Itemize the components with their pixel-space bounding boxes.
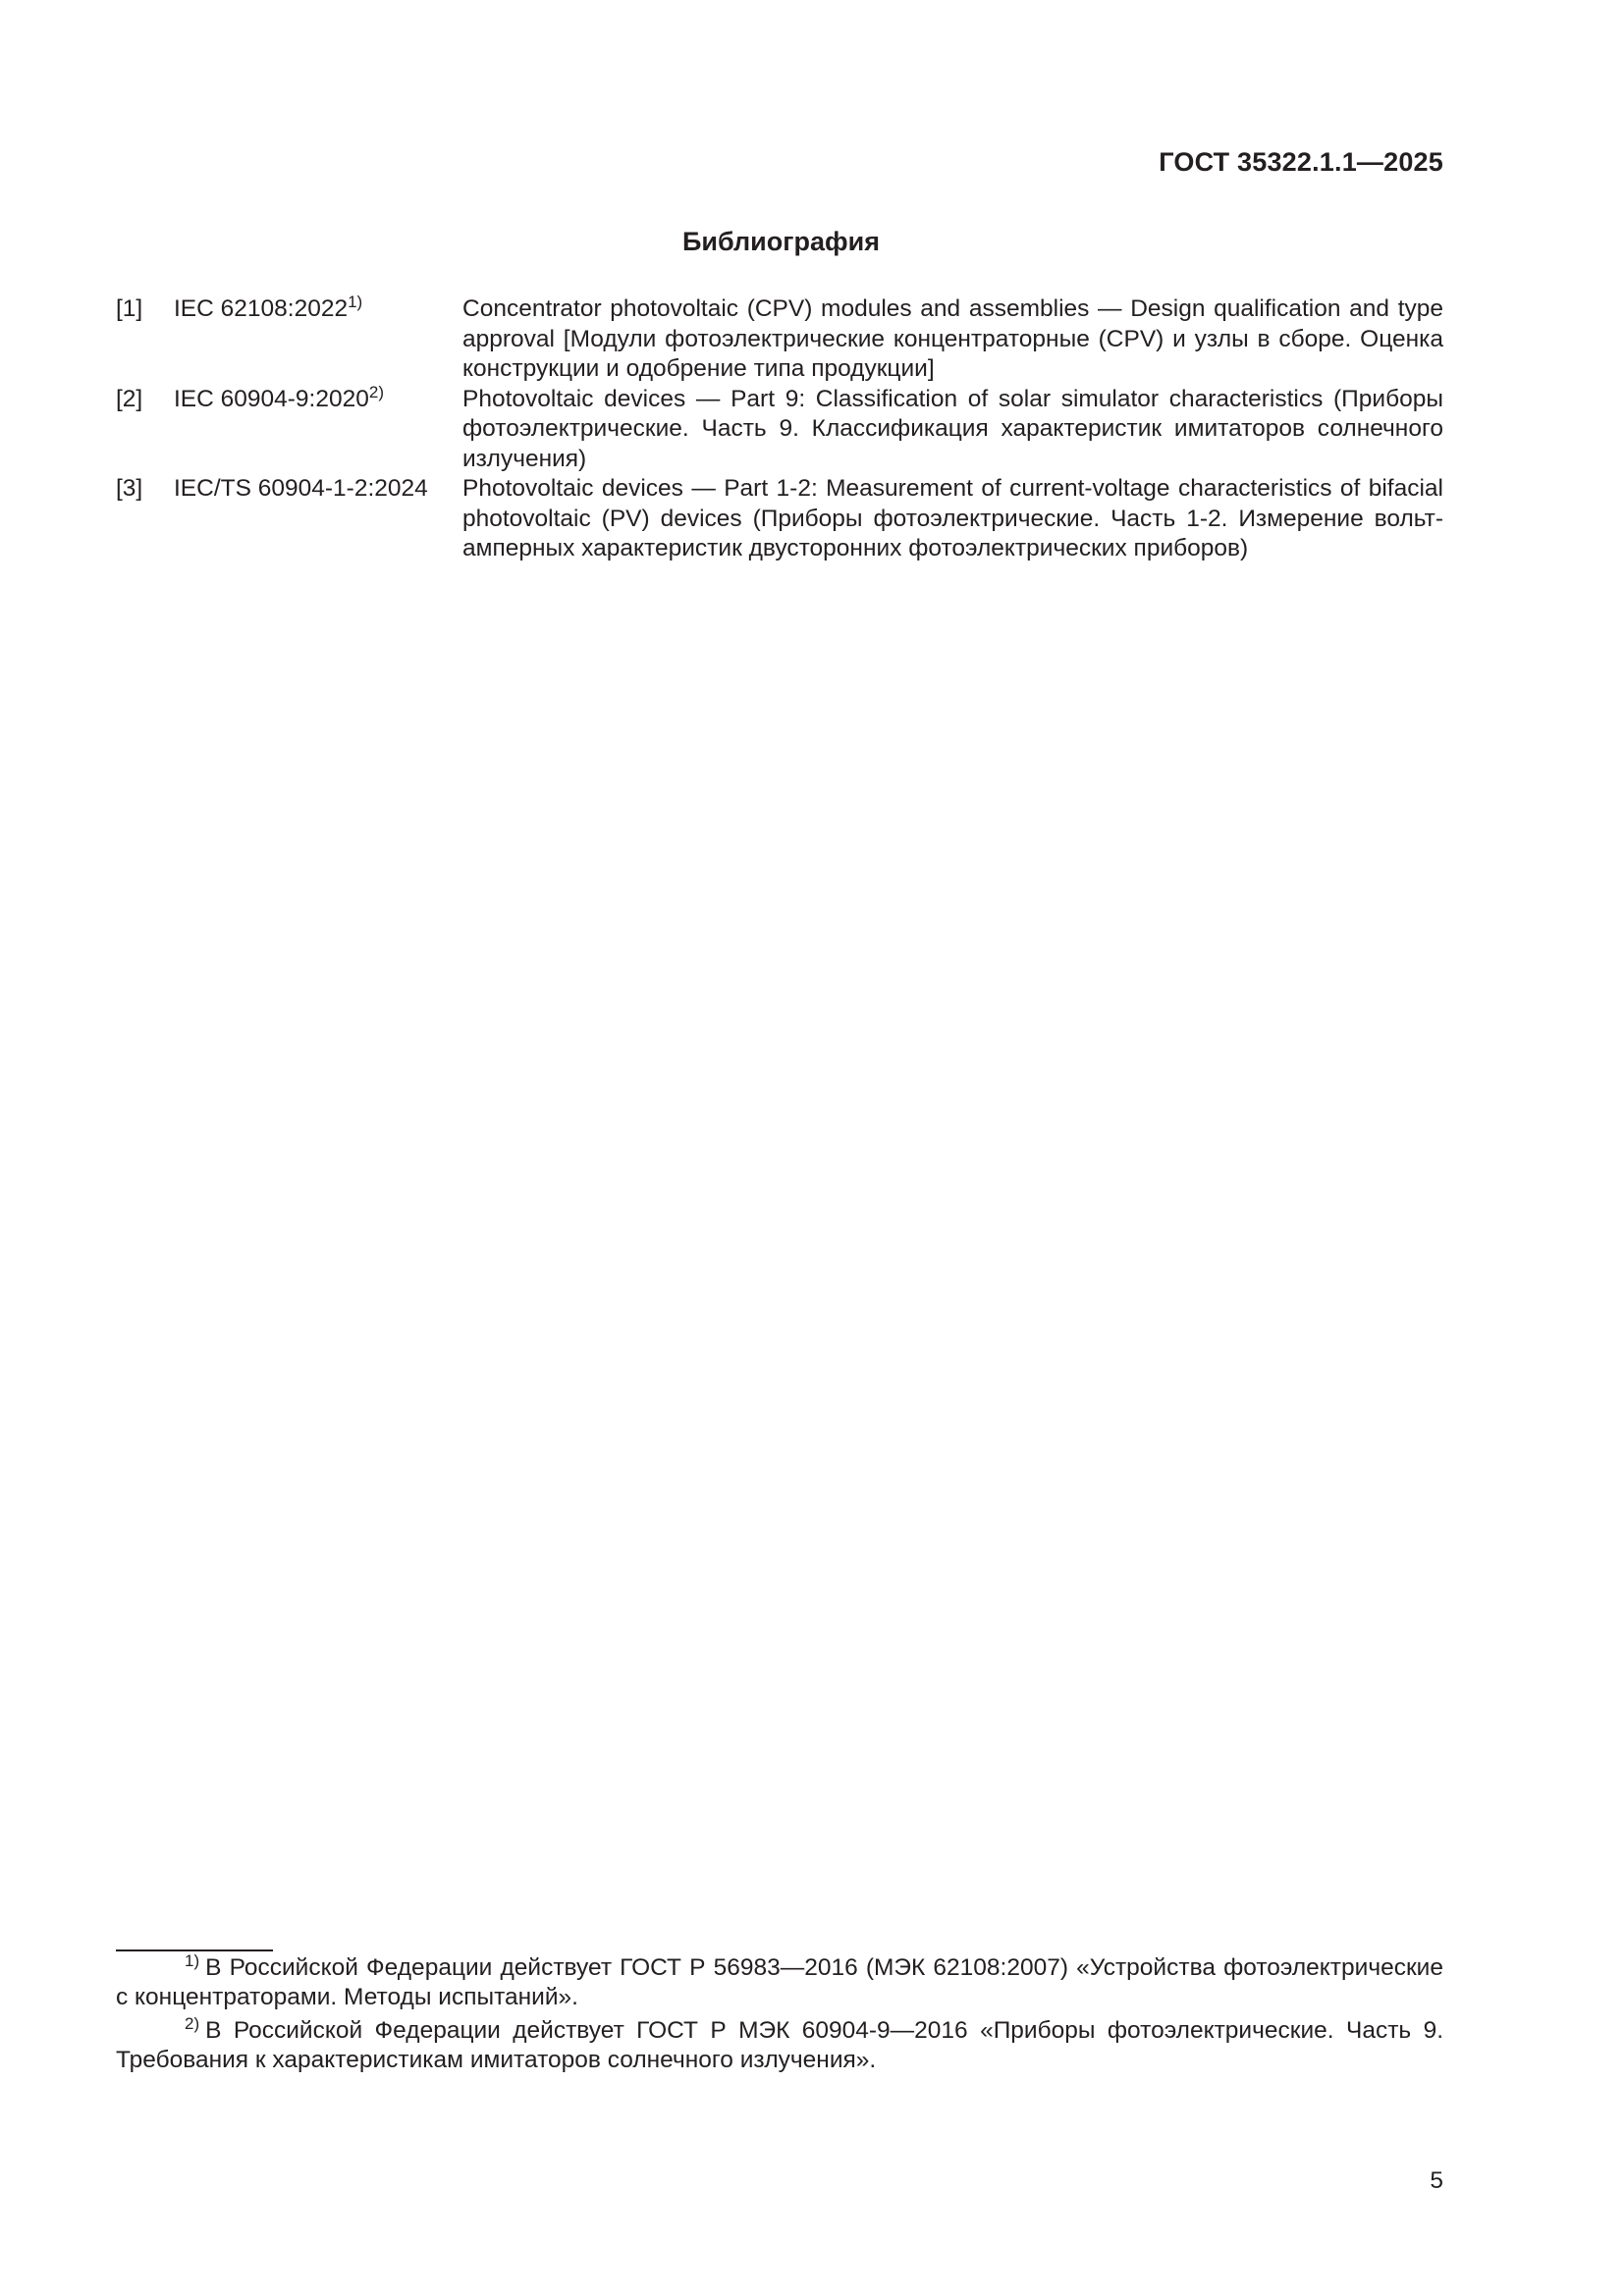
entry-standard-code [174, 382, 384, 415]
document-code-header: ГОСТ 35322.1.1—2025 [1159, 147, 1443, 177]
entry-standard-code [174, 294, 362, 325]
entry-standard-code [174, 474, 428, 505]
bibliography-entry-1 [116, 294, 1443, 385]
footnote-reference: 1) [348, 293, 363, 311]
bibliography-entry-3 [116, 474, 1443, 564]
entry-title: Concentrator photovoltaic (CPV) modules and assemblies — Design qualification and type approval [Модули фотоэлектрические концентраторные (CPV) и узлы в сборе. Оценка конструкции и одобрение типа продукции] [462, 295, 1443, 382]
page-number: 5 [1430, 2167, 1443, 2194]
entry-code-text: IEC 62108:2022 [174, 295, 349, 322]
footnote-1 [116, 1953, 1443, 2012]
footnote-text: В Российской Федерации действует ГОСТ Р МЭК 60904-9—2016 «Приборы фотоэлектрические. Часть 9. Требования к характеристикам имитаторов солнечного излучения». [116, 2017, 1443, 2073]
footnote-mark: 1) [185, 1951, 200, 1970]
entry-code-text: IEC 60904-9:2020 [174, 385, 369, 412]
footnote-text: В Российской Федерации действует ГОСТ Р 56983—2016 (МЭК 62108:2007) «Устройства фотоэлектрические с концентраторами. Методы испытаний». [116, 1954, 1443, 2010]
footnotes [116, 1953, 1443, 2079]
entry-number: [2] [116, 385, 143, 412]
footnote-mark: 2) [185, 2014, 200, 2033]
entry-number: [3] [116, 475, 143, 502]
footnote-reference: 2) [368, 382, 384, 401]
section-title: Библиография [682, 227, 880, 256]
entry-title: Photovoltaic devices — Part 9: Classification of solar simulator characteristics (Приборы фотоэлектрические. Часть 9. Классификация характеристик имитаторов солнечного излучения) [462, 385, 1443, 472]
entry-number: [1] [116, 295, 143, 322]
bibliography-list [116, 294, 1443, 564]
footnote-2 [116, 2016, 1443, 2075]
entry-code-text: IEC/TS 60904-1-2:2024 [174, 475, 428, 502]
entry-title: Photovoltaic devices — Part 1-2: Measurement of current-voltage characteristics of bifacial photovoltaic (PV) devices (Приборы фотоэлектрические. Часть 1-2. Измерение вольт-амперных характеристик двусторонних фотоэлектрических приборов) [462, 475, 1443, 561]
bibliography-entry-2 [116, 382, 1443, 475]
